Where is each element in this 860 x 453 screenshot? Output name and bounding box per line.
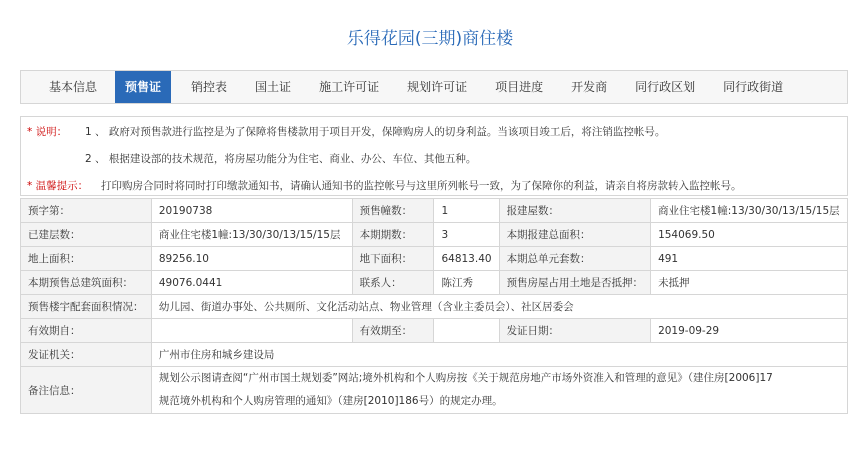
label-presale-buildings: 预售幢数： [352,199,434,223]
table-row [21,343,848,367]
tab-planning-permit[interactable]: 规划许可证 [407,80,468,94]
label-remarks: 备注信息： [21,367,152,414]
label-above-ground-area: 地上面积： [21,247,152,271]
tab-developer[interactable]: 开发商 [571,80,608,94]
tab-construction-permit[interactable]: 施工许可证 [319,80,380,94]
tab-sales-control[interactable]: 销控表 [191,80,228,94]
table-row [21,247,848,271]
value-reported-floors: 商业住宅楼1幢:13/30/30/13/15/15层 [651,199,848,223]
label-total-units: 本期总单元套数： [499,247,651,271]
remarks-line-2: 规范境外机构和个人购房管理的通知》（建房[2010]186号）的规定办理。 [158,395,503,407]
value-remarks [151,367,847,414]
label-total-reported-area: 本期报建总面积： [499,223,651,247]
label-contact: 联系人： [352,271,434,295]
label-land-mortgage: 预售房屋占用土地是否抵押： [499,271,651,295]
value-presale-no: 20190738 [151,199,352,223]
table-row [21,319,848,343]
value-presale-area: 49076.0441 [151,271,352,295]
value-contact: 陈江秀 [434,271,499,295]
value-land-mortgage: 未抵押 [651,271,848,295]
permit-info-table [20,198,848,414]
label-reported-floors: 报建屋数： [499,199,651,223]
tab-same-district[interactable]: 同行政区划 [635,80,696,94]
value-valid-to [434,319,499,343]
page-title: 乐得花园(三期)商住楼 [346,29,514,49]
value-issue-date: 2019-09-29 [651,319,848,343]
label-presale-area: 本期预售总建筑面积： [21,271,152,295]
tab-same-street[interactable]: 同行政街道 [723,80,784,94]
table-row [21,223,848,247]
value-valid-from [151,319,352,343]
explain-item-2: 2 、 根据建设部的技术规范，将房屋功能分为住宅、商业、办公、车位、其他五种。 [85,153,477,165]
label-underground-area: 地下面积： [352,247,434,271]
value-issuing-authority: 广州市住房和城乡建设局 [151,343,847,367]
tab-bar [20,70,848,104]
label-phase: 本期期数： [352,223,434,247]
label-issuing-authority: 发证机关： [21,343,152,367]
value-presale-buildings: 1 [434,199,499,223]
table-row [21,295,848,319]
table-row [21,199,848,223]
tip-label: * 温馨提示： [27,180,89,192]
label-valid-to: 有效期至： [352,319,434,343]
tab-project-progress[interactable]: 项目进度 [495,80,544,94]
value-supporting-facilities: 幼儿园、街道办事处、公共厕所、文化活动站点、物业管理（含业主委员会）、社区居委会 [151,295,847,319]
value-underground-area: 64813.40 [434,247,499,271]
label-presale-no: 预字第： [21,199,152,223]
value-total-reported-area: 154069.50 [651,223,848,247]
tab-basic-info[interactable]: 基本信息 [49,80,98,94]
tab-land-certificate[interactable]: 国土证 [255,80,292,94]
value-phase: 3 [434,223,499,247]
remarks-line-1: 规划公示图请查阅“广州市国土规划委”网站;境外机构和个人购房按《关于规范房地产市场外资准入和管理的意见》（建住房[2006]17 [158,372,773,384]
label-built-floors: 已建层数： [21,223,152,247]
table-row [21,367,848,414]
notice-box [20,116,848,196]
value-total-units: 491 [651,247,848,271]
table-row [21,271,848,295]
value-built-floors: 商业住宅楼1幢:13/30/30/13/15/15层 [151,223,352,247]
tip-text: 打印购房合同时将同时打印缴款通知书，请确认通知书的监控帐号与这里所列帐号一致，为了保障你的利益，请亲自将房款转入监控帐号。 [101,180,742,192]
explain-label: * 说明： [27,126,68,138]
explain-item-1: 1 、 政府对预售款进行监控是为了保障将售楼款用于项目开发，保障购房人的切身利益。当该项目竣工后，将注销监控帐号。 [85,126,666,138]
label-valid-from: 有效期自： [21,319,152,343]
value-above-ground-area: 89256.10 [151,247,352,271]
tab-presale-permit[interactable]: 预售证 [115,71,171,103]
label-issue-date: 发证日期： [499,319,651,343]
label-supporting-facilities: 预售楼宇配套面积情况： [21,295,152,319]
